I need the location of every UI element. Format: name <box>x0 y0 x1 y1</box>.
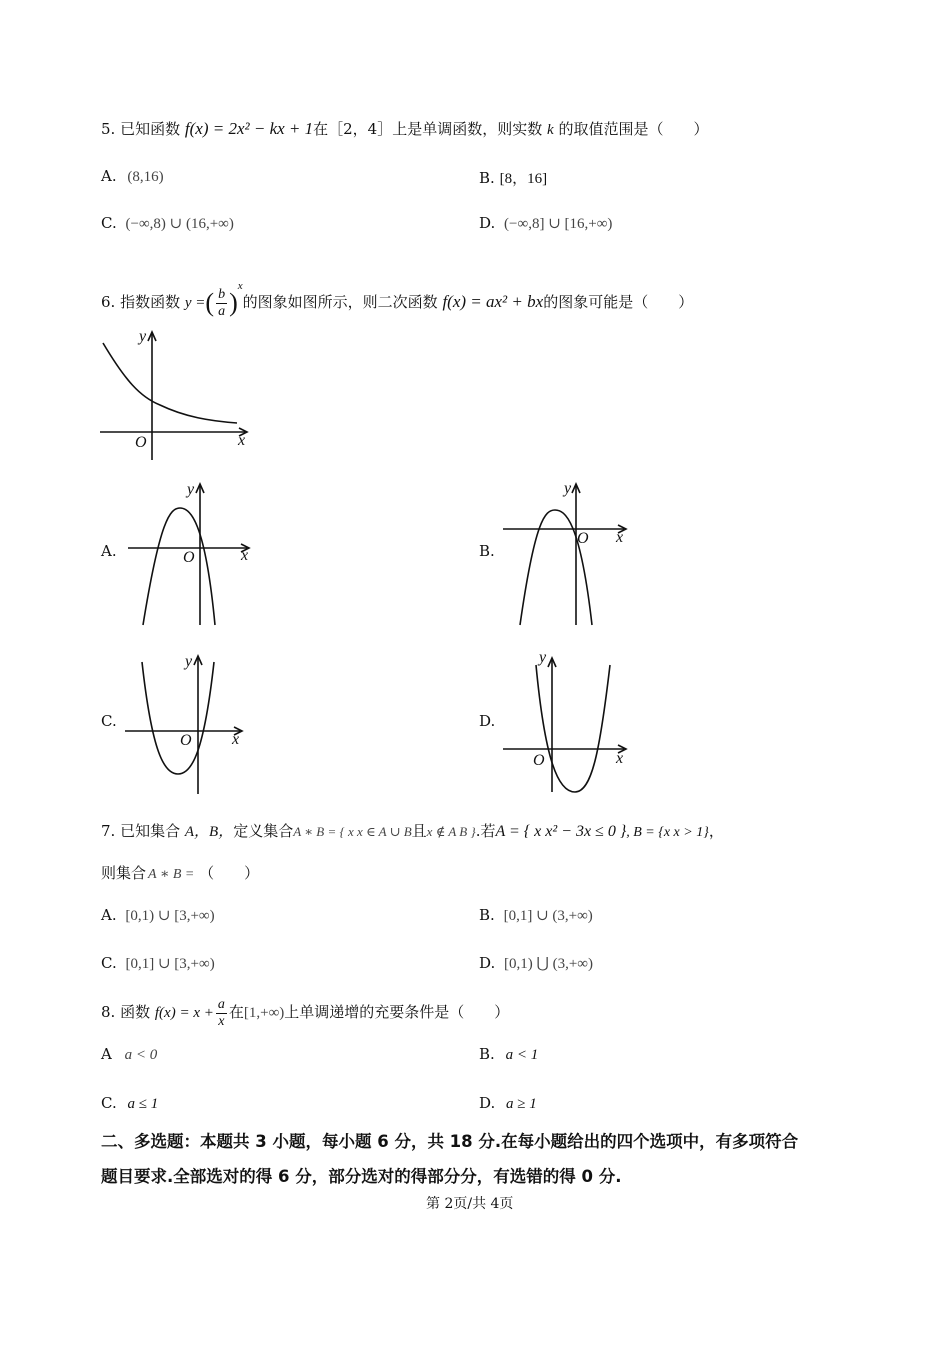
q6-reference-graph <box>95 325 265 465</box>
svg-text:x: x <box>232 731 240 748</box>
svg-text:y: y <box>185 653 193 670</box>
q6-option-d-graph[interactable] <box>500 650 640 800</box>
x-label: x <box>238 432 246 449</box>
svg-text:x: x <box>616 750 624 767</box>
q6-option-a[interactable]: A. <box>101 542 117 560</box>
section2-heading-line1: 二、多选题：本题共 3 小题，每小题 6 分，共 18 分.在每小题给出的四个选项中，有多项符合 <box>101 1132 799 1151</box>
page-footer: 第 2页/共 4页 <box>426 1196 514 1212</box>
q5-option-a[interactable]: A. (8,16) <box>101 167 164 185</box>
y-label: y <box>139 328 147 345</box>
svg-text:x: x <box>241 547 249 564</box>
q7-option-b[interactable]: B. [0,1] ∪ (3,+∞) <box>479 906 593 924</box>
q5-option-b[interactable]: B. [8，16] <box>479 169 548 187</box>
origin-label: O <box>135 434 147 451</box>
q6-option-c[interactable]: C. <box>101 712 117 730</box>
q8-fraction: $\frac{a}{x}$ <box>217 996 225 1029</box>
q8-option-c[interactable]: C. a ≤ 1 <box>101 1094 159 1112</box>
q7-option-d[interactable]: D. [0,1) ⋃ (3,+∞) <box>479 954 593 972</box>
q5-option-c[interactable]: C. (−∞,8) ∪ (16,+∞) <box>101 214 234 232</box>
parabola-d <box>536 665 610 792</box>
q5-option-d[interactable]: D. (−∞,8] ∪ [16,+∞) <box>479 214 613 232</box>
q7-option-a[interactable]: A. [0,1) ∪ [3,+∞) <box>101 906 215 924</box>
q7-stem: 7. 已知集合 A，B，定义集合A ∗ B = { x x ∈ A ∪ B且x ∉ A B }.若A = { x x² − 3x ≤ 0 }, B = {x x > 1}， <box>101 822 724 840</box>
svg-text:O: O <box>183 549 195 566</box>
svg-text:O: O <box>533 752 545 769</box>
q6-option-d[interactable]: D. <box>479 712 496 730</box>
q6-option-b-graph[interactable] <box>500 480 640 630</box>
q5-stem: 5. 已知函数 f(x) = 2x² − kx + 1在［2，4］上是单调函数，则实数 k 的取值范围是（ ） <box>101 119 709 138</box>
q7-stem-line2: 则集合 A ∗ B = （ ） <box>101 864 260 882</box>
parabola-c <box>142 662 214 774</box>
q6-option-a-graph[interactable] <box>125 480 265 630</box>
parabola-b <box>520 510 592 625</box>
q8-option-a[interactable]: A a < 0 <box>101 1045 158 1063</box>
q8-option-b[interactable]: B. a < 1 <box>479 1045 539 1063</box>
exponential-curve <box>103 343 237 423</box>
svg-text:O: O <box>577 530 589 547</box>
svg-text:y: y <box>187 481 195 498</box>
svg-text:y: y <box>564 480 572 497</box>
svg-text:y: y <box>539 649 547 666</box>
q7-option-c[interactable]: C. [0,1] ∪ [3,+∞) <box>101 954 215 972</box>
q8-stem: 8. 函数 f(x) = x + $\frac{a}{x}$ 在[1,+∞)上单调递增的充要条件是（ ） <box>101 996 510 1029</box>
parabola-a <box>143 508 215 625</box>
svg-text:O: O <box>180 732 192 749</box>
q6-option-b[interactable]: B. <box>479 542 495 560</box>
q8-option-d[interactable]: D. a ≥ 1 <box>479 1094 537 1112</box>
q6-option-c-graph[interactable] <box>122 652 262 802</box>
section2-heading-line2: 题目要求.全部选对的得 6 分，部分选对的得部分分，有选错的得 0 分. <box>101 1167 622 1186</box>
svg-text:x: x <box>616 529 624 546</box>
q6-fraction: $\frac{b}{a}$ <box>218 286 226 319</box>
q6-stem: 6. 指数函数 y =( $\frac{b}{a}$ )$^x$的图象如图所示，则二次函数 f(x) = ax² + bx的图象可能是（ ） <box>101 280 694 319</box>
